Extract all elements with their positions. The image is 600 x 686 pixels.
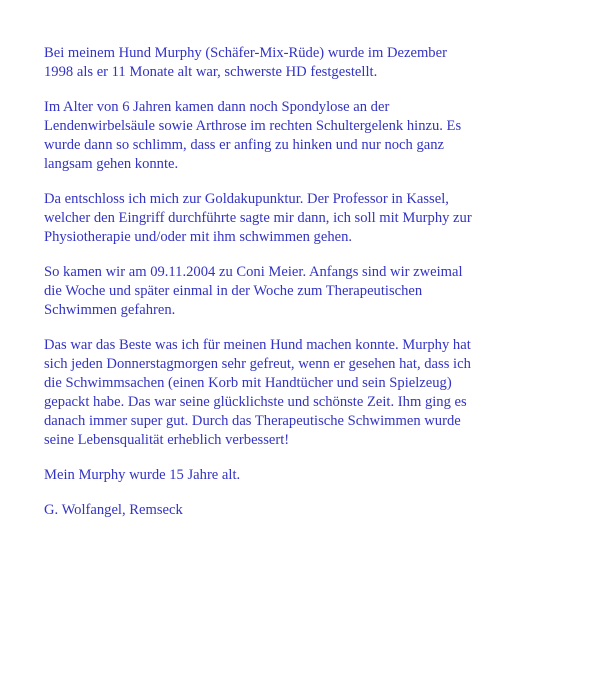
paragraph-diagnosis: Bei meinem Hund Murphy (Schäfer-Mix-Rüde) wurde im Dezember 1998 als er 11 Monate alt war, schwerste HD festgestellt.: [44, 45, 447, 80]
paragraph-symptoms: Im Alter von 6 Jahren kamen dann noch Spondylose an der Lendenwirbelsäule sowie Arthrose im rechten Schultergelenk hinzu. Es wurde dann so schlimm, dass er anfing zu hinken und nur noch ganz langsam gehen konnte.: [44, 99, 462, 172]
paragraph-age: Mein Murphy wurde 15 Jahre alt.: [44, 467, 241, 483]
paragraph-acupuncture: Da entschloss ich mich zur Goldakupunktur. Der Professor in Kassel, welcher den Eingriff durchführte sagte mir dann, ich soll mit Murphy zur Physiotherapie und/oder mit ihm schwimmen gehen.: [44, 191, 472, 245]
testimonial-text: [44, 44, 564, 536]
paragraph-benefits: Das war das Beste was ich für meinen Hund machen konnte. Murphy hat sich jeden Donnerstagmorgen sehr gefreut, wenn er gesehen hat, dass ich die Schwimmsachen (einen Korb mit Handtücher und sein Spielzeug) gepackt habe. Das war seine glücklichste und schönste Zeit. Ihm ging es danach immer super gut. Durch das Therapeutische Schwimmen wurde seine Lebensqualität erheblich verbessert!: [44, 337, 471, 448]
signature-line: G. Wolfangel, Remseck: [44, 502, 183, 518]
paragraph-swimming-start: So kamen wir am 09.11.2004 zu Coni Meier. Anfangs sind wir zweimal die Woche und später einmal in der Woche zum Therapeutischen Schwimmen gefahren.: [44, 264, 463, 318]
